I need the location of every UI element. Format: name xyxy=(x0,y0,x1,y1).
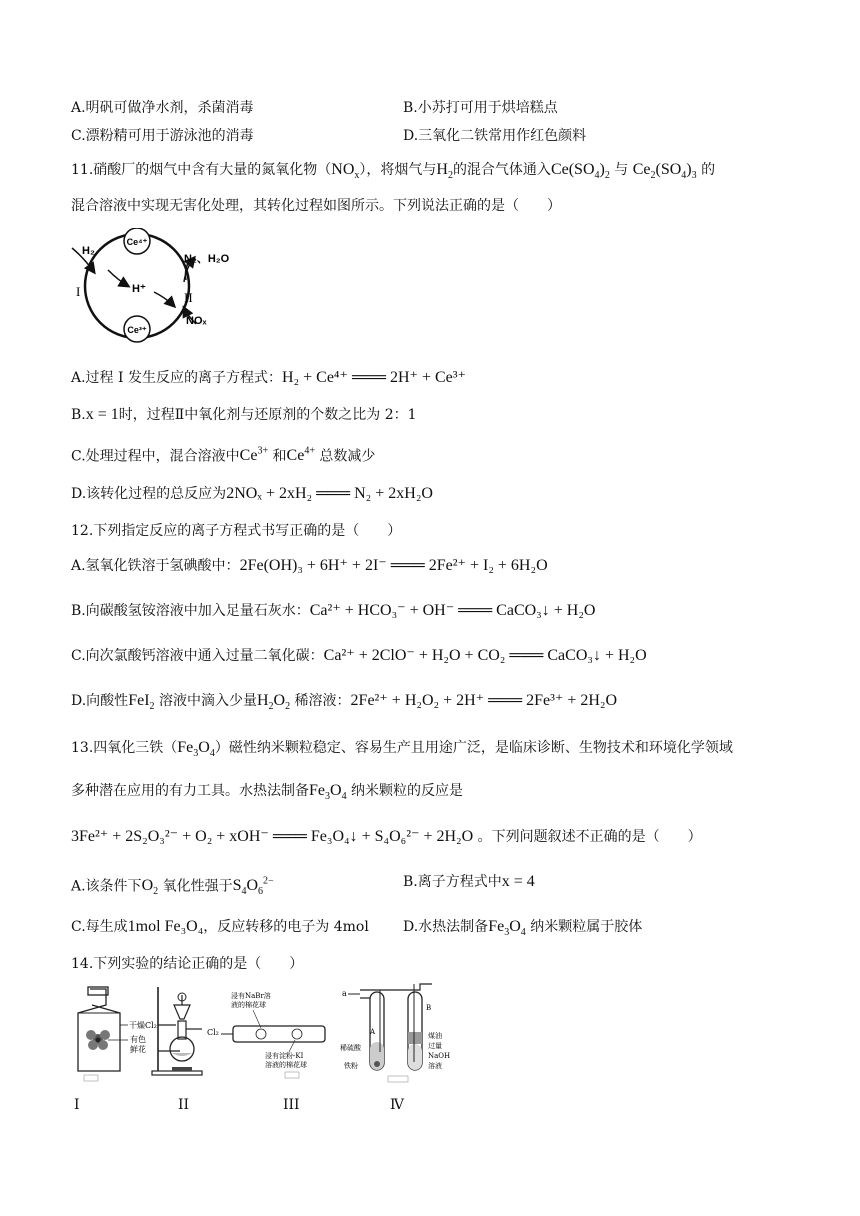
q10-option-a: A.明矾可做净水剂，杀菌消毒 xyxy=(71,100,254,116)
q13-option-c: C.每生成1mol Fe₃O₄，反应转移的电子为 4mol xyxy=(71,918,369,935)
svg-text:干燥Cl₂: 干燥Cl₂ xyxy=(129,1021,157,1030)
q13-stem-line1: 13.四氧化三铁$(Fe_3O_4)$磁性纳米颗粒稳定、容易生产且用途广泛，是临床诊断、生物技术和环境化学领域 xyxy=(71,739,733,760)
q14-figure-2-label: II xyxy=(178,1097,190,1113)
process-2-label: II xyxy=(184,290,193,305)
cotton-ball-ki xyxy=(292,1029,302,1039)
svg-text:鲜花: 鲜花 xyxy=(130,1045,146,1054)
cl2-label: Cl₂ xyxy=(207,1028,219,1037)
svg-text:a: a xyxy=(342,989,347,998)
q13-option-b: B.离子方程式中x = 4 xyxy=(403,873,535,890)
q13-stem-line2: 多种潜在应用的有力工具。水热法制备$Fe_3O_4$ 纳米颗粒的反应是 xyxy=(71,782,464,803)
q12-option-a: A.氢氧化铁溶于氢碘酸中：2Fe(OH)₃ + 6H⁺ + 2I⁻ ═══ 2Fe²⁺ + I₂ + 6H₂O xyxy=(71,557,548,574)
q12-option-b: B.向碳酸氢铵溶液中加入足量石灰水：Ca²⁺ + HCO₃⁻ + OH⁻ ═══ CaCO₃↓ + H₂O xyxy=(71,602,596,619)
svg-text:液的棉花球: 液的棉花球 xyxy=(231,1001,266,1009)
inner-arrow-2 xyxy=(154,292,174,306)
q12-option-c: C.向次氯酸钙溶液中通入过量二氧化碳：Ca²⁺ + 2ClO⁻ + H₂O + CO₂ ═══ CaCO₃↓ + H₂O xyxy=(71,647,647,664)
n2h2o-label: N₂、H₂O xyxy=(184,253,230,265)
ce4-label: Ce⁴⁺ xyxy=(126,237,148,247)
svg-text:过量: 过量 xyxy=(428,1042,442,1050)
svg-text:铁粉: 铁粉 xyxy=(344,1062,358,1070)
hplus-label: H⁺ xyxy=(132,283,146,295)
svg-text:浸有淀粉-KI: 浸有淀粉-KI xyxy=(265,1052,304,1060)
svg-text:溶液: 溶液 xyxy=(428,1062,442,1070)
svg-text:NaOH: NaOH xyxy=(428,1052,451,1060)
process-1-label: I xyxy=(76,284,81,299)
ce3-label: Ce³⁺ xyxy=(127,325,147,335)
svg-text:A: A xyxy=(370,1028,376,1036)
svg-text:溶液的棉花球: 溶液的棉花球 xyxy=(265,1061,307,1069)
q14-figure-1-label: I xyxy=(74,1097,80,1113)
h2-label: H₂ xyxy=(82,245,95,257)
q11-stem-line1: 11.硝酸厂的烟气中含有大量的氮氧化物$(NO_x)$，将烟气与$H_2$的混合气体通入$Ce(SO_4)_2$ 与 $Ce_2(SO_4)_3$ 的 xyxy=(71,161,716,182)
q10-option-c: C.漂粉精可用于游泳池的消毒 xyxy=(71,128,254,144)
q11-option-d: D.该转化过程的总反应为2NOₓ + 2xH₂ ═══ N₂ + 2xH₂O xyxy=(71,485,433,502)
cotton-ball-nabr xyxy=(256,1029,266,1039)
q11-option-a: A.过程 I 发生反应的离子方程式：H₂ + Ce⁴⁺ ═══ 2H⁺ + Ce³⁺ xyxy=(71,369,466,386)
svg-text:B: B xyxy=(426,1004,432,1012)
q13-option-a: A.该条件下$O_2$ 氧化性强于$S_4O_6^{2-}$ xyxy=(71,876,274,898)
svg-text:有色: 有色 xyxy=(130,1035,146,1044)
svg-text:浸有NaBr溶: 浸有NaBr溶 xyxy=(231,992,271,1000)
q10-option-b: B.小苏打可用于烘培糕点 xyxy=(403,100,558,116)
nox-label: NOₓ xyxy=(186,315,207,327)
q11-stem-line2: 混合溶液中实现无害化处理，其转化过程如图所示。下列说法正确的是（ ） xyxy=(71,198,561,214)
q11-option-c: C.处理过程中，混合溶液中$Ce^{3+}$ 和$Ce^{4+}$ 总数减少 xyxy=(71,446,376,465)
q14-figure-4-label: Ⅳ xyxy=(390,1097,404,1113)
inner-arrow-1 xyxy=(108,270,128,286)
q12-option-d: D.向酸性FeI$_2$ 溶液中滴入少量$H_2O_2$ 稀溶液：2Fe²⁺ + H₂O₂ + 2H⁺ ═══ 2Fe³⁺ + 2H₂O xyxy=(71,692,618,713)
q14-figure-4 xyxy=(340,982,460,1086)
q13-option-d: D.水热法制备$Fe_3O_4$ 纳米颗粒属于胶体 xyxy=(403,918,643,939)
q14-figure-3-label: III xyxy=(283,1097,300,1113)
q11-option-b: B.x = 1时，过程Ⅱ中氧化剂与还原剂的个数之比为 2：1 xyxy=(71,406,417,423)
q13-stem-line3: 3Fe²⁺ + 2S₂O₃²⁻ + O₂ + xOH⁻ ═══ Fe₃O₄↓ + S₄O₆²⁻ + 2H₂O 。下列问题叙述不正确的是（ ） xyxy=(71,828,702,845)
svg-text:稀硫酸: 稀硫酸 xyxy=(340,1044,361,1052)
q14-stem: 14.下列实验的结论正确的是（ ） xyxy=(71,956,304,972)
q11-cycle-diagram xyxy=(66,228,246,354)
q10-option-d: D.三氧化二铁常用作红色颜料 xyxy=(403,128,587,144)
flower-icon xyxy=(86,1030,110,1050)
q14-figure-3 xyxy=(205,990,335,1080)
svg-text:煤油: 煤油 xyxy=(428,1032,442,1040)
q12-stem: 12.下列指定反应的离子方程式书写正确的是（ ） xyxy=(71,523,402,539)
